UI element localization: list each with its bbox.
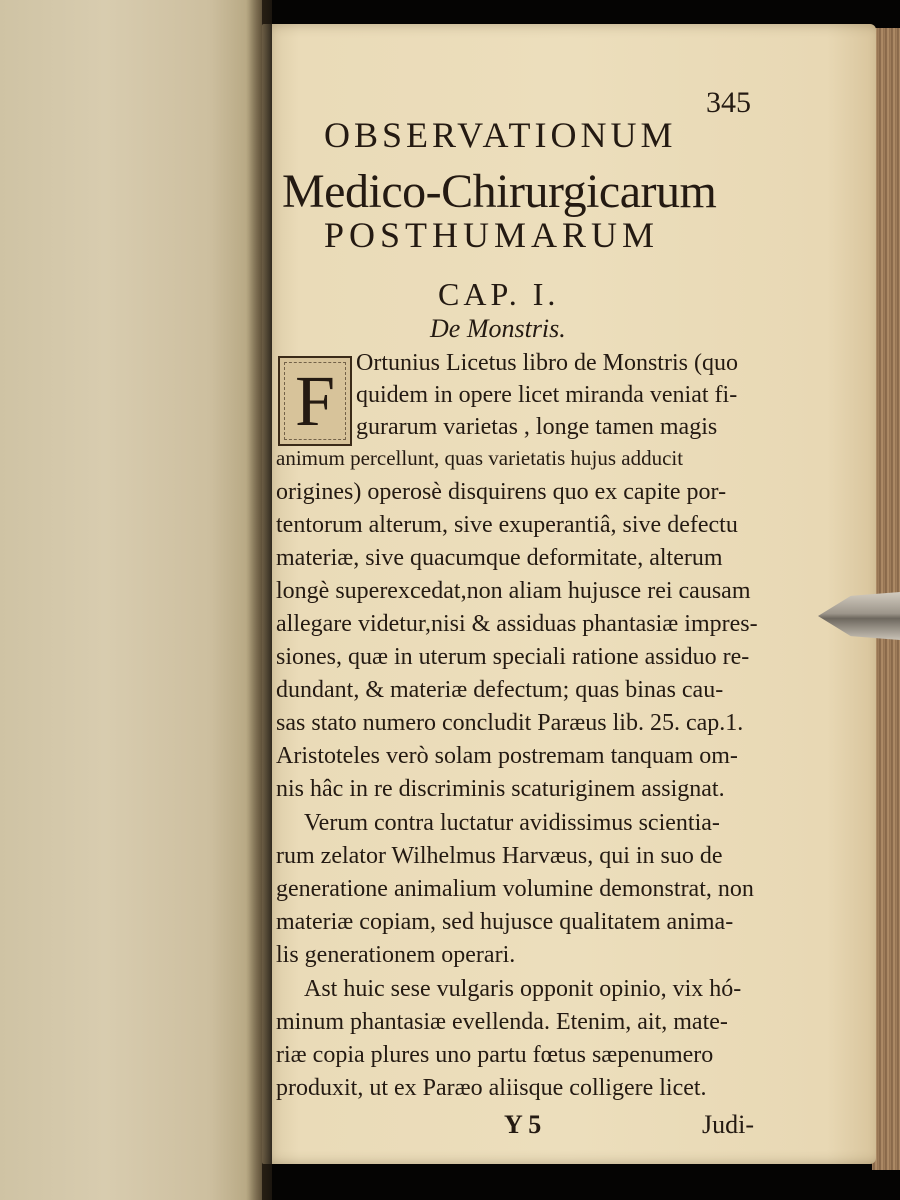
title-line-3: POSTHUMARUM bbox=[324, 215, 660, 255]
text-line: rum zelator Wilhelmus Harvæus, qui in suo de bbox=[276, 843, 723, 869]
text-line: generatione animalium volumine demonstrat, non bbox=[276, 876, 754, 902]
page-number: 345 bbox=[706, 86, 751, 119]
signature-mark: Y 5 bbox=[504, 1110, 542, 1139]
text-line: minum phantasiæ evellenda. Etenim, ait, mate- bbox=[276, 1009, 728, 1035]
text-line: Verum contra luctatur avidissimus scientia- bbox=[304, 810, 720, 836]
text-line: riæ copia plures uno partu fœtus sæpenumero bbox=[276, 1042, 714, 1068]
text-line: quidem in opere licet miranda veniat fi- bbox=[356, 382, 738, 408]
chapter-heading: CAP. I. bbox=[438, 276, 560, 312]
left-page bbox=[0, 0, 262, 1200]
text-line: sas stato numero concludit Paræus lib. 25. cap.1. bbox=[276, 710, 744, 736]
text-line: animum percellunt, quas varietatis hujus adducit bbox=[276, 446, 684, 470]
right-page bbox=[262, 24, 876, 1164]
gutter-shadow bbox=[246, 0, 272, 1200]
text-line: origines) operosè disquirens quo ex capite por- bbox=[276, 479, 727, 505]
text-line: Ortunius Licetus libro de Monstris (quo bbox=[356, 350, 738, 376]
text-line: materiæ copiam, sed hujusce qualitatem anima- bbox=[276, 909, 734, 935]
text-line: tentorum alterum, sive exuperantiâ, sive defectu bbox=[276, 512, 738, 538]
title-line-2: Medico-Chirurgicarum bbox=[282, 165, 717, 218]
text-line: produxit, ut ex Paræo aliisque colligere licet. bbox=[276, 1075, 707, 1101]
text-line: dundant, & materiæ defectum; quas binas cau- bbox=[276, 677, 724, 703]
chapter-subtitle: De Monstris. bbox=[430, 314, 566, 343]
text-line: nis hâc in re discriminis scaturiginem assignat. bbox=[276, 776, 725, 802]
text-line: Aristoteles verò solam postremam tanquam om- bbox=[276, 743, 738, 769]
text-line: Ast huic sese vulgaris opponit opinio, vix hó- bbox=[304, 976, 742, 1002]
title-line-1: OBSERVATIONUM bbox=[324, 115, 677, 155]
text-line: siones, quæ in uterum speciali ratione assiduo re- bbox=[276, 644, 750, 670]
text-line: materiæ, sive quacumque deformitate, alterum bbox=[276, 545, 723, 571]
text-line: gurarum varietas , longe tamen magis bbox=[356, 414, 718, 440]
text-line: longè superexcedat,non aliam hujusce rei causam bbox=[276, 578, 751, 604]
text-line: allegare videtur,nisi & assiduas phantasiæ impres- bbox=[276, 611, 758, 637]
text-line: lis generationem operari. bbox=[276, 942, 516, 968]
catchword: Judi- bbox=[702, 1110, 754, 1139]
dropcap: F bbox=[278, 356, 352, 446]
